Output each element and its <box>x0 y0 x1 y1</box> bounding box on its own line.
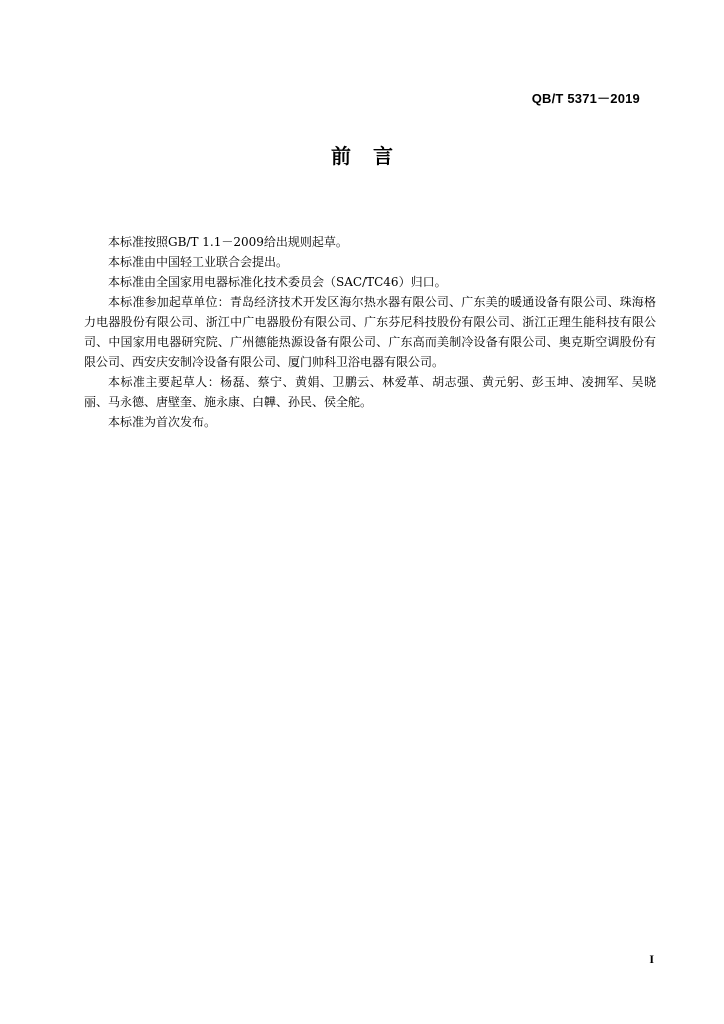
paragraph-drafting-rules: 本标准按照GB/T 1.1－2009给出规则起草。 <box>108 235 348 249</box>
standard-code: QB/T 5371－2019 <box>531 91 640 106</box>
paragraph-drafters: 本标准主要起草人：杨磊、蔡宁、黄娟、卫鹏云、林爱革、胡志强、黄元躬、彭玉坤、凌拥军、吴晓丽、马永德、唐壁奎、施永康、白韡、孙民、侯全舵。 <box>84 375 656 409</box>
document-body <box>84 232 656 432</box>
paragraph-administrator: 本标准由全国家用电器标准化技术委员会（SAC/TC46）归口。 <box>108 275 447 289</box>
page-number: I <box>649 952 654 966</box>
page-title: 前言 <box>331 144 415 168</box>
paragraph-drafting-units: 本标准参加起草单位：青岛经济技术开发区海尔热水器有限公司、广东美的暖通设备有限公司、珠海格力电器股份有限公司、浙江中广电器股份有限公司、广东芬尼科技股份有限公司、浙江正理生能科技有限公司、中国家用电器研究院、广州德能热源设备有限公司、广东高而美制冷设备有限公司、奥克斯空调股份有限公司、西安庆安制冷设备有限公司、厦门帅科卫浴电器有限公司。 <box>84 295 656 369</box>
paragraph-first-release: 本标准为首次发布。 <box>108 415 217 429</box>
paragraph-proposer: 本标准由中国轻工业联合会提出。 <box>108 255 289 269</box>
